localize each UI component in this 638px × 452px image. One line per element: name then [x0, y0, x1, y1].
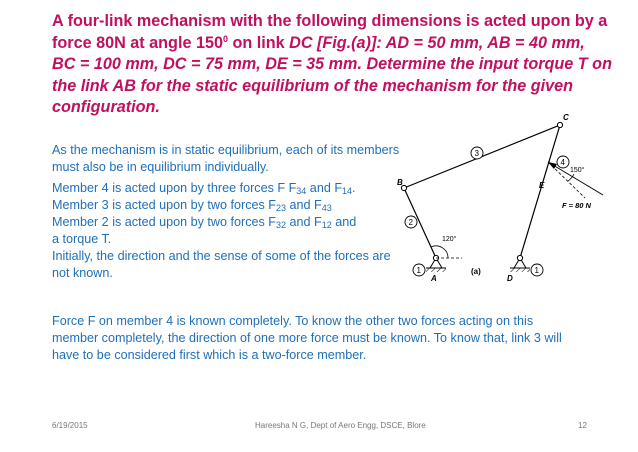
- label-a: A: [431, 274, 437, 283]
- footer-author: Hareesha N G, Dept of Aero Engg, DSCE, Blore: [255, 421, 426, 430]
- joint-c: [557, 122, 562, 127]
- paragraph-unknown-forces: Initially, the direction and the sense of some of the forces are not known.: [52, 249, 391, 280]
- figure-caption: (a): [471, 267, 481, 276]
- link-number-2: [405, 216, 417, 228]
- svg-text:2: 2: [408, 218, 413, 227]
- member-3-line: Member 3 is acted upon by two forces $F_{23}$ and $F_{43}$: [52, 198, 332, 213]
- member-2-line: Member 2 is acted upon by two forces $F_{32}$ and $F_{12}$ and: [52, 215, 357, 230]
- svg-text:1: 1: [416, 266, 421, 275]
- link-number-4: [557, 156, 569, 168]
- link-cd: [520, 125, 560, 258]
- link-number-1-left: [413, 264, 425, 276]
- label-c: C: [563, 113, 569, 122]
- angle-label-120: 120°: [442, 236, 457, 243]
- bottom-text-block: Force F on member 4 is known completely. To know the other two forces acting on this member completely, the direction of one more force must be known. To know that, link 3 will have to be considered first which is a two-force member.: [52, 314, 562, 362]
- ground-support-d: [510, 255, 530, 272]
- angle-label-150: 150°: [570, 167, 585, 174]
- link-number-3: [471, 147, 483, 159]
- mechanism-figure: [380, 108, 620, 283]
- paragraph-equilibrium: As the mechanism is in static equilibrium, each of its members must also be in equilibrium individually.: [52, 143, 400, 174]
- force-label: F = 80 N: [562, 201, 591, 210]
- label-e: E: [539, 181, 545, 190]
- slide-title: A four-link mechanism with the following dimensions is acted upon by a force 80N at angle $150^0$ on link DC [Fig.(a)]: AD = 50 mm, AB = 40 mm, BC = 100 mm, DC = 75 mm, DE = 35 mm. Determine the input torque T on the link AB for the static equilibrium of the mechanism for the given configuration.: [52, 12, 612, 116]
- left-text-block: [52, 142, 407, 286]
- label-d: D: [507, 274, 513, 283]
- svg-text:1: 1: [534, 266, 539, 275]
- label-b: B: [397, 178, 403, 187]
- member-4-line: Member 4 is acted upon by three forces F $F_{34}$ and $F_{14}$.: [52, 181, 356, 196]
- footer-date: 6/19/2015: [52, 421, 88, 430]
- svg-text:3: 3: [474, 149, 479, 158]
- svg-text:4: 4: [560, 158, 565, 167]
- torque-line: a torque T.: [52, 232, 112, 246]
- link-number-1-right: [531, 264, 543, 276]
- footer-page-number: 12: [578, 421, 587, 430]
